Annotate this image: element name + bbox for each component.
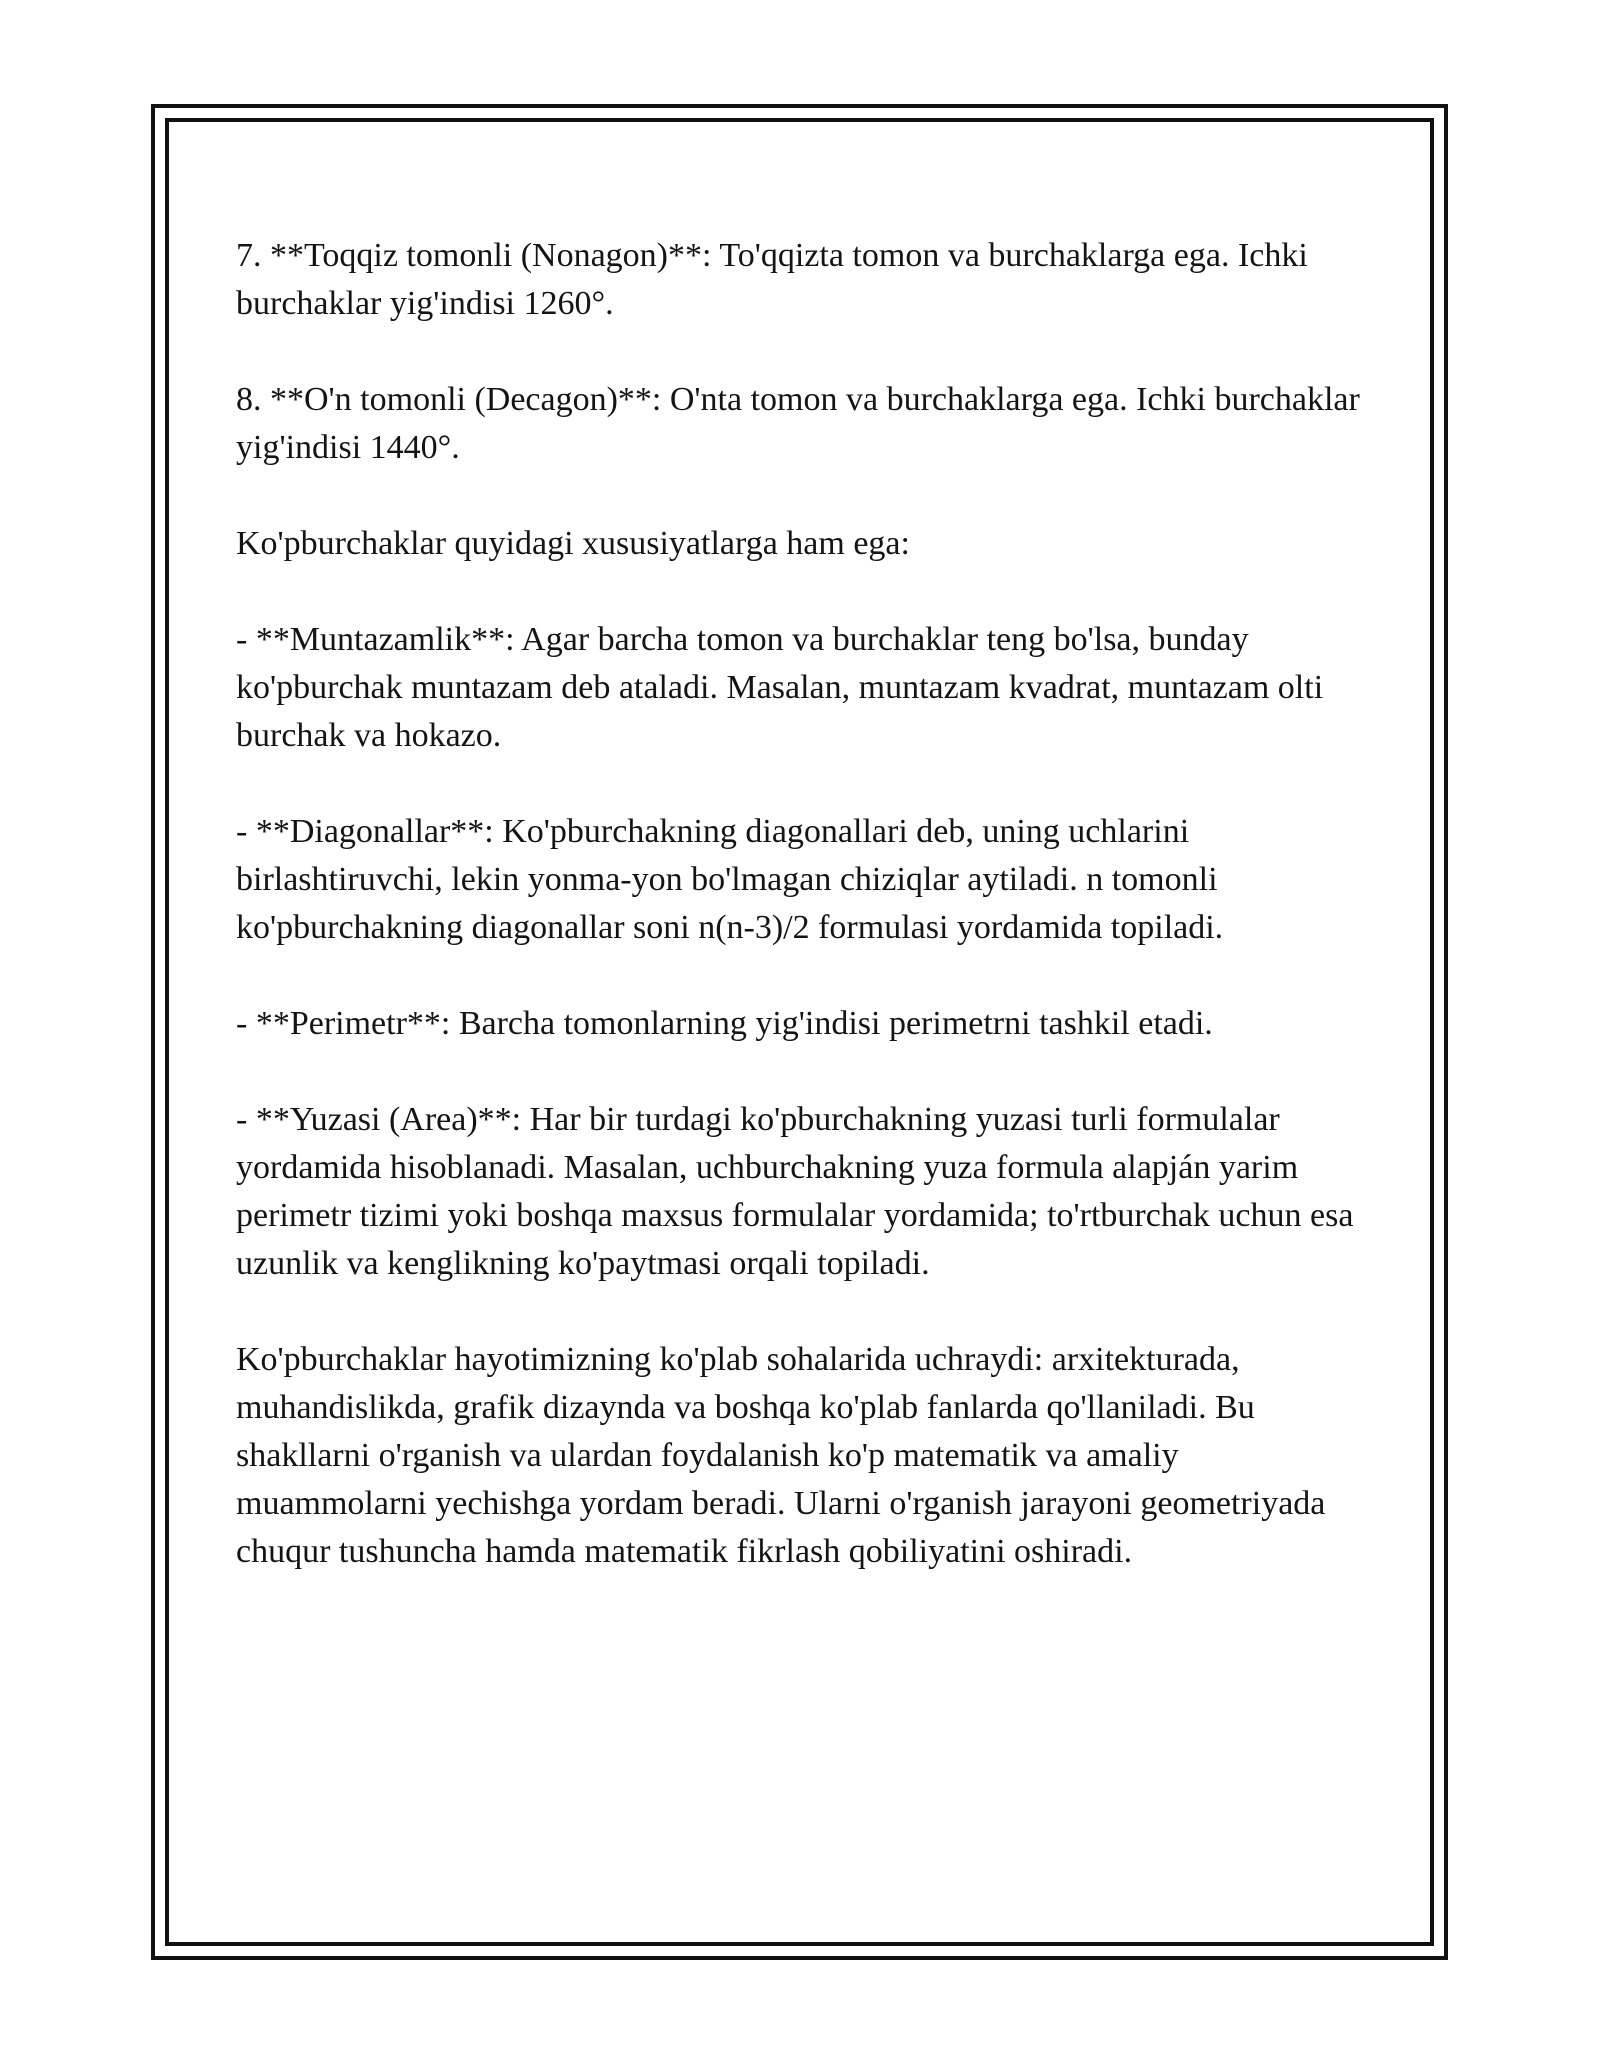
paragraph-nonagon: 7. **Toqqiz tomonli (Nonagon)**: To'qqizta tomon va burchaklarga ega. Ichki burchaklar yig'indisi 1260°. (236, 237, 1308, 322)
document-body (236, 232, 1376, 1576)
paragraph-properties-intro: Ko'pburchaklar quyidagi xususiyatlarga ham ega: (236, 525, 910, 562)
paragraph-area: - **Yuzasi (Area)**: Har bir turdagi ko'pburchakning yuzasi turli formulalar yordamida hisoblanadi. Masalan, uchburchakning yuza formula alapján yarim perimetr tizimi yoki boshqa maxsus formulalar yordamida; to'rtburchak uchun esa uzunlik va kenglikning ko'paytmasi orqali topiladi. (236, 1101, 1354, 1282)
paragraph-diagonals: - **Diagonallar**: Ko'pburchakning diagonallari deb, uning uchlarini birlashtiruvchi, lekin yonma-yon bo'lmagan chiziqlar aytiladi. n tomonli ko'pburchakning diagonallar soni n(n-3)/2 formulasi yordamida topiladi. (236, 813, 1224, 946)
paragraph-perimeter: - **Perimetr**: Barcha tomonlarning yig'indisi perimetrni tashkil etadi. (236, 1005, 1213, 1042)
paragraph-conclusion: Ko'pburchaklar hayotimizning ko'plab sohalarida uchraydi: arxitekturada, muhandislikda, grafik dizaynda va boshqa ko'plab fanlarda qo'llaniladi. Bu shakllarni o'rganish va ulardan foydalanish ko'p matematik va amaliy muammolarni yechishga yordam beradi. Ularni o'rganish jarayoni geometriyada chuqur tushuncha hamda matematik fikrlash qobiliyatini oshiradi. (236, 1341, 1326, 1570)
paragraph-decagon: 8. **O'n tomonli (Decagon)**: O'nta tomon va burchaklarga ega. Ichki burchaklar yig'indisi 1440°. (236, 381, 1360, 466)
paragraph-regularity: - **Muntazamlik**: Agar barcha tomon va burchaklar teng bo'lsa, bunday ko'pburchak muntazam deb ataladi. Masalan, muntazam kvadrat, muntazam olti burchak va hokazo. (236, 621, 1324, 754)
